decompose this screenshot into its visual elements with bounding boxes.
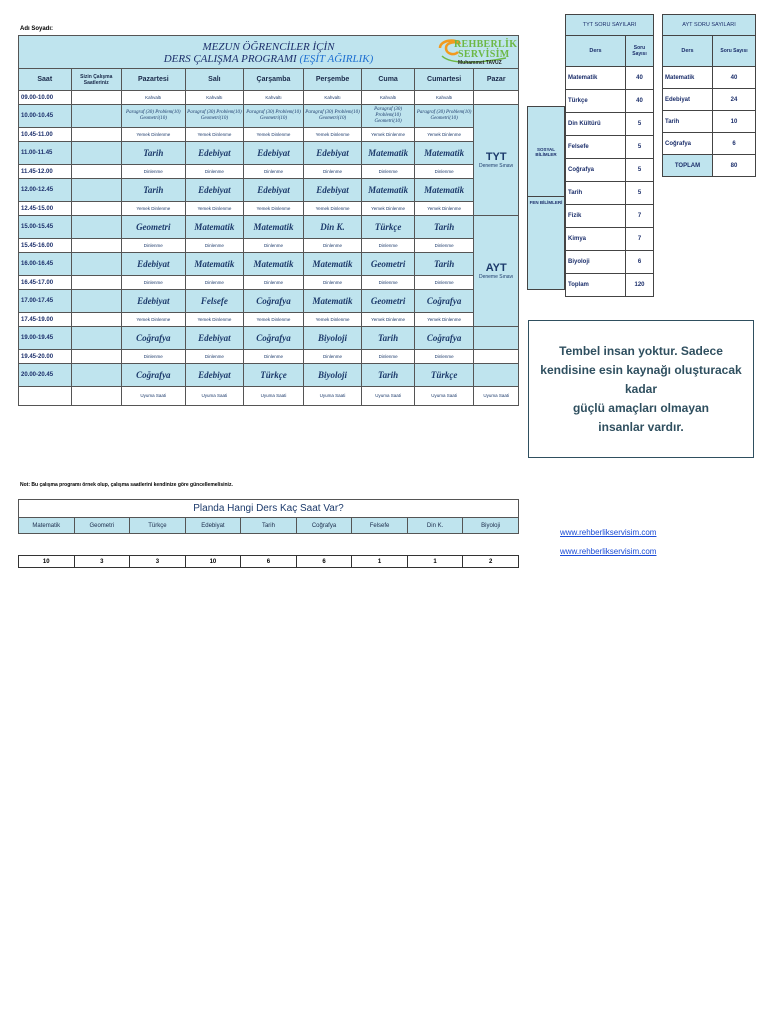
hours-subject: Geometri <box>74 518 130 534</box>
hours-subject: Matematik <box>19 518 75 534</box>
schedule-cell: Dinlenme <box>414 165 474 179</box>
schedule-cell: Edebiyat <box>303 179 362 202</box>
schedule-cell: Dinlenme <box>303 276 362 290</box>
tyt-soru: 7 <box>626 205 654 228</box>
tyt-soru: 40 <box>626 67 654 90</box>
title-accent: (EŞİT AĞIRLIK) <box>299 53 374 65</box>
ayt-ders: Matematik <box>663 67 713 89</box>
schedule-cell: Edebiyat <box>244 142 304 165</box>
schedule-cell: Yemek Dinlenme <box>303 313 362 327</box>
logo-text-1: REHBERLİK <box>454 39 518 50</box>
schedule-cell: Kahvaltı <box>362 91 415 105</box>
schedule-row <box>19 387 519 406</box>
ayt-exam-title: AYT <box>485 261 507 274</box>
ayt-ders: Tarih <box>663 111 713 133</box>
sunday-cell: Uyuma Saati <box>474 387 519 406</box>
schedule-row <box>19 202 519 216</box>
tyt-soru: 40 <box>626 90 654 113</box>
schedule-cell: Yemek Dinlenme <box>185 128 244 142</box>
tyt-ders: Kimya <box>566 228 626 251</box>
schedule-cell: Dinlenme <box>185 350 244 364</box>
ayt-ders: Edebiyat <box>663 89 713 111</box>
tyt-ders: Tarih <box>566 182 626 205</box>
schedule-row <box>19 350 519 364</box>
schedule-cell: Dinlenme <box>185 239 244 253</box>
own-hours-cell[interactable] <box>71 253 121 276</box>
schedule-cell: Yemek Dinlenme <box>303 128 362 142</box>
hours-value: 2 <box>463 556 519 568</box>
tyt-ders: Matematik <box>566 67 626 90</box>
hours-value: 3 <box>130 556 186 568</box>
schedule-cell: Yemek Dinlenme <box>122 128 186 142</box>
schedule-row <box>19 128 519 142</box>
schedule-cell: Matematik <box>362 142 415 165</box>
schedule-cell: Matematik <box>244 216 304 239</box>
header-cell: Saat <box>19 69 72 91</box>
time-cell: 17.00-17.45 <box>19 290 72 313</box>
hours-subject: Din K. <box>407 518 463 534</box>
ayt-total-label: TOPLAM <box>663 155 713 177</box>
schedule-cell: Paragraf (30) Problem(10) Geometri(10) <box>185 105 244 128</box>
schedule-row <box>19 364 519 387</box>
time-cell: 19.00-19.45 <box>19 327 72 350</box>
schedule-cell: Yemek Dinlenme <box>185 202 244 216</box>
ayt-col-soru: Soru Sayısı <box>713 36 756 67</box>
hours-value: 3 <box>74 556 130 568</box>
hours-value: 6 <box>241 556 297 568</box>
schedule-cell: Edebiyat <box>185 179 244 202</box>
ayt-row <box>663 133 756 155</box>
schedule-cell: Coğrafya <box>414 327 474 350</box>
schedule-row <box>19 165 519 179</box>
schedule-cell: Uyuma Saati <box>362 387 415 406</box>
schedule-cell: Tarih <box>414 216 474 239</box>
schedule-cell: Coğrafya <box>244 290 304 313</box>
own-hours-cell[interactable] <box>71 313 121 327</box>
own-hours-cell[interactable] <box>71 276 121 290</box>
group-fen: FEN BİLİMLERİ <box>528 197 565 290</box>
time-cell: 15.45-16.00 <box>19 239 72 253</box>
hours-title: Planda Hangi Ders Kaç Saat Var? <box>19 500 519 518</box>
schedule-cell: Paragraf (30) Problem(10) Geometri(10) <box>362 105 415 128</box>
schedule-cell: Uyuma Saati <box>185 387 244 406</box>
time-cell: 16.45-17.00 <box>19 276 72 290</box>
hours-value: 10 <box>19 556 75 568</box>
hours-subject: Felsefe <box>352 518 408 534</box>
schedule-cell: Dinlenme <box>122 350 186 364</box>
schedule-cell: Dinlenme <box>244 350 304 364</box>
schedule-cell: Tarih <box>122 179 186 202</box>
own-hours-cell[interactable] <box>71 290 121 313</box>
schedule-cell: Kahvaltı <box>122 91 186 105</box>
tyt-row <box>566 228 654 251</box>
tyt-exam-title: TYT <box>485 150 507 163</box>
schedule-cell: Dinlenme <box>303 239 362 253</box>
tyt-exam-sub: Deneme Sınavı <box>478 162 514 169</box>
schedule-cell: Yemek Dinlenme <box>362 313 415 327</box>
own-hours-cell[interactable] <box>71 165 121 179</box>
sunday-cell <box>474 364 519 387</box>
hours-subject: Edebiyat <box>185 518 241 534</box>
header-cell: Cumartesi <box>414 69 474 91</box>
header-cell: Pazar <box>474 69 519 91</box>
schedule-header-row <box>19 69 519 91</box>
tyt-row <box>566 136 654 159</box>
schedule-cell: Tarih <box>362 327 415 350</box>
own-hours-cell[interactable] <box>71 239 121 253</box>
header-cell: Sizin Çalışma Saatleriniz <box>71 69 121 91</box>
schedule-cell: Yemek Dinlenme <box>185 313 244 327</box>
schedule-cell: Dinlenme <box>362 165 415 179</box>
schedule-row <box>19 239 519 253</box>
time-cell: 20.00-20.45 <box>19 364 72 387</box>
header-cell: Perşembe <box>303 69 362 91</box>
tyt-row <box>566 205 654 228</box>
sunday-ayt-cell <box>474 216 519 327</box>
tyt-row <box>566 67 654 90</box>
ayt-title: AYT SORU SAYILARI <box>663 15 756 36</box>
schedule-cell: Geometri <box>362 290 415 313</box>
tyt-col-soru: Soru Sayısı <box>626 36 654 67</box>
schedule-cell: Yemek Dinlenme <box>414 128 474 142</box>
schedule-title <box>19 36 519 69</box>
brand-logo <box>436 38 518 66</box>
sunday-cell <box>474 350 519 364</box>
tyt-ders: Türkçe <box>566 90 626 113</box>
sunday-cell <box>474 91 519 105</box>
schedule-cell: Dinlenme <box>414 276 474 290</box>
schedule-cell: Coğrafya <box>122 327 186 350</box>
hours-subject: Tarih <box>241 518 297 534</box>
header-cell: Pazartesi <box>122 69 186 91</box>
time-cell: 15.00-15.45 <box>19 216 72 239</box>
title-line1: MEZUN ÖĞRENCİLER İÇİN <box>202 41 335 53</box>
schedule-cell: Uyuma Saati <box>303 387 362 406</box>
tyt-title: TYT SORU SAYILARI <box>566 15 654 36</box>
schedule-cell: Dinlenme <box>414 350 474 364</box>
ayt-soru: 6 <box>713 133 756 155</box>
schedule-cell: Edebiyat <box>122 253 186 276</box>
schedule-cell: Kahvaltı <box>414 91 474 105</box>
tyt-col-ders: Ders <box>566 36 626 67</box>
schedule-cell: Matematik <box>414 179 474 202</box>
name-label: Adı Soyadı: <box>20 26 54 32</box>
hours-value: 1 <box>352 556 408 568</box>
hours-value-row <box>19 556 519 568</box>
note-text: Not: Bu çalışma programı örnek olup, çalışma saatlerini kendinize göre güncellemelisiniz. <box>20 482 233 488</box>
time-cell: 19.45-20.00 <box>19 350 72 364</box>
quote-box <box>528 320 754 458</box>
header-cell: Salı <box>185 69 244 91</box>
schedule-row <box>19 142 519 165</box>
time-cell <box>19 387 72 406</box>
tyt-ders: Toplam <box>566 274 626 297</box>
tyt-soru: 5 <box>626 136 654 159</box>
schedule-cell: Biyoloji <box>303 364 362 387</box>
schedule-cell: Matematik <box>362 179 415 202</box>
website-link[interactable]: www.rehberlikservisim.com <box>560 528 657 537</box>
schedule-cell: Geometri <box>362 253 415 276</box>
schedule-cell: Yemek Dinlenme <box>122 313 186 327</box>
schedule-cell: Dinlenme <box>362 239 415 253</box>
schedule-cell: Edebiyat <box>185 364 244 387</box>
ayt-soru: 10 <box>713 111 756 133</box>
schedule-cell: Dinlenme <box>122 165 186 179</box>
group-sosyal: SOSYAL BİLİMLER <box>528 107 565 197</box>
hours-subject: Türkçe <box>130 518 186 534</box>
hours-value: 6 <box>296 556 352 568</box>
tyt-row <box>566 182 654 205</box>
schedule-cell: Uyuma Saati <box>244 387 304 406</box>
schedule-row <box>19 216 519 239</box>
tyt-row <box>566 159 654 182</box>
schedule-cell: Dinlenme <box>185 276 244 290</box>
hours-value: 10 <box>185 556 241 568</box>
schedule-cell: Matematik <box>414 142 474 165</box>
tyt-ders: Din Kültürü <box>566 113 626 136</box>
ayt-exam-sub: Deneme Sınavı <box>478 273 514 280</box>
sunday-tyt-cell <box>474 105 519 216</box>
hours-subject: Biyoloji <box>463 518 519 534</box>
schedule-cell: Yemek Dinlenme <box>362 128 415 142</box>
schedule-cell: Dinlenme <box>303 350 362 364</box>
title-main: DERS ÇALIŞMA PROGRAMI <box>163 53 297 65</box>
ayt-soru: 24 <box>713 89 756 111</box>
schedule-cell: Edebiyat <box>244 179 304 202</box>
schedule-cell: Matematik <box>244 253 304 276</box>
logo-text-2: SERVİSİM <box>458 49 510 60</box>
schedule-cell: Kahvaltı <box>244 91 304 105</box>
own-hours-cell[interactable] <box>71 350 121 364</box>
schedule-cell: Yemek Dinlenme <box>122 202 186 216</box>
own-hours-cell[interactable] <box>71 387 121 406</box>
schedule-cell: Uyuma Saati <box>122 387 186 406</box>
schedule-cell: Edebiyat <box>185 142 244 165</box>
tyt-row <box>566 90 654 113</box>
schedule-cell: Coğrafya <box>122 364 186 387</box>
tyt-row <box>566 251 654 274</box>
own-hours-cell[interactable] <box>71 179 121 202</box>
tyt-soru: 7 <box>626 228 654 251</box>
schedule-cell: Dinlenme <box>244 276 304 290</box>
schedule-cell: Paragraf (30) Problem(10) Geometri(10) <box>414 105 474 128</box>
schedule-cell: Paragraf (30) Problem(10) Geometri(10) <box>303 105 362 128</box>
schedule-cell: Yemek Dinlenme <box>303 202 362 216</box>
schedule-cell: Din K. <box>303 216 362 239</box>
tyt-ders: Coğrafya <box>566 159 626 182</box>
schedule-cell: Matematik <box>185 253 244 276</box>
time-cell: 17.45-19.00 <box>19 313 72 327</box>
time-cell: 12.00-12.45 <box>19 179 72 202</box>
schedule-cell: Yemek Dinlenme <box>244 202 304 216</box>
tyt-ders: Fizik <box>566 205 626 228</box>
hours-values-table <box>18 555 519 568</box>
schedule-row <box>19 253 519 276</box>
time-cell: 11.45-12.00 <box>19 165 72 179</box>
tyt-soru: 5 <box>626 182 654 205</box>
schedule-cell: Uyuma Saati <box>414 387 474 406</box>
header-cell: Çarşamba <box>244 69 304 91</box>
schedule-cell: Dinlenme <box>362 350 415 364</box>
ayt-soru: 40 <box>713 67 756 89</box>
tyt-ders: Biyoloji <box>566 251 626 274</box>
schedule-cell: Edebiyat <box>122 290 186 313</box>
schedule-cell: Edebiyat <box>303 142 362 165</box>
sunday-cell <box>474 327 519 350</box>
schedule-cell: Türkçe <box>244 364 304 387</box>
ayt-total-value: 80 <box>713 155 756 177</box>
schedule-cell: Paragraf (30) Problem(10) Geometri(10) <box>244 105 304 128</box>
tyt-group-table <box>527 106 565 290</box>
hours-subject-row <box>19 518 519 534</box>
own-hours-cell[interactable] <box>71 202 121 216</box>
ayt-col-ders: Ders <box>663 36 713 67</box>
time-cell: 10.00-10.45 <box>19 105 72 128</box>
schedule-row <box>19 91 519 105</box>
header-cell: Cuma <box>362 69 415 91</box>
tyt-table <box>565 14 654 297</box>
website-link-2[interactable]: www.rehberlikservisim.com <box>560 547 657 556</box>
schedule-cell: Matematik <box>303 253 362 276</box>
schedule-cell: Dinlenme <box>122 239 186 253</box>
schedule-cell: Yemek Dinlenme <box>414 313 474 327</box>
schedule-cell: Yemek Dinlenme <box>414 202 474 216</box>
ayt-row <box>663 111 756 133</box>
schedule-cell: Türkçe <box>362 216 415 239</box>
schedule-cell: Dinlenme <box>303 165 362 179</box>
hours-table <box>18 499 519 534</box>
schedule-cell: Edebiyat <box>185 327 244 350</box>
schedule-row <box>19 276 519 290</box>
quote-text: Tembel insan yoktur. Sadece kendisine esin kaynağı oluşturacak kadar güçlü amaçları olmayan insanlar vardır. <box>540 343 742 434</box>
schedule-row <box>19 290 519 313</box>
schedule-cell: Yemek Dinlenme <box>244 313 304 327</box>
ayt-row <box>663 89 756 111</box>
tyt-soru: 5 <box>626 113 654 136</box>
schedule-cell: Türkçe <box>414 364 474 387</box>
time-cell: 09.00-10.00 <box>19 91 72 105</box>
own-hours-cell[interactable] <box>71 142 121 165</box>
time-cell: 10.45-11.00 <box>19 128 72 142</box>
schedule-cell: Yemek Dinlenme <box>244 128 304 142</box>
schedule-cell: Kahvaltı <box>303 91 362 105</box>
schedule-cell: Matematik <box>303 290 362 313</box>
schedule-row <box>19 327 519 350</box>
schedule-row <box>19 313 519 327</box>
own-hours-cell[interactable] <box>71 105 121 128</box>
own-hours-cell[interactable] <box>71 91 121 105</box>
schedule-cell: Tarih <box>362 364 415 387</box>
schedule-cell: Kahvaltı <box>185 91 244 105</box>
own-hours-cell[interactable] <box>71 364 121 387</box>
schedule-row <box>19 179 519 202</box>
schedule-cell: Geometri <box>122 216 186 239</box>
hours-value: 1 <box>407 556 463 568</box>
schedule-cell: Tarih <box>414 253 474 276</box>
schedule-cell: Tarih <box>122 142 186 165</box>
own-hours-cell[interactable] <box>71 216 121 239</box>
schedule-cell: Dinlenme <box>414 239 474 253</box>
schedule-cell: Dinlenme <box>122 276 186 290</box>
schedule-cell: Dinlenme <box>185 165 244 179</box>
tyt-soru: 5 <box>626 159 654 182</box>
schedule-table <box>18 35 519 406</box>
tyt-soru: 6 <box>626 251 654 274</box>
schedule-cell: Biyoloji <box>303 327 362 350</box>
schedule-row <box>19 105 519 128</box>
ayt-row <box>663 67 756 89</box>
schedule-cell: Yemek Dinlenme <box>362 202 415 216</box>
logo-signature: Muhammet TAVUZ <box>458 60 502 66</box>
hours-subject: Coğrafya <box>296 518 352 534</box>
schedule-cell: Coğrafya <box>414 290 474 313</box>
schedule-cell: Coğrafya <box>244 327 304 350</box>
own-hours-cell[interactable] <box>71 128 121 142</box>
schedule-cell: Dinlenme <box>244 165 304 179</box>
tyt-soru: 120 <box>626 274 654 297</box>
schedule-cell: Dinlenme <box>244 239 304 253</box>
tyt-row <box>566 274 654 297</box>
time-cell: 12.45-15.00 <box>19 202 72 216</box>
time-cell: 16.00-16.45 <box>19 253 72 276</box>
ayt-ders: Coğrafya <box>663 133 713 155</box>
tyt-row <box>566 113 654 136</box>
schedule-cell: Dinlenme <box>362 276 415 290</box>
own-hours-cell[interactable] <box>71 327 121 350</box>
schedule-cell: Felsefe <box>185 290 244 313</box>
ayt-table <box>662 14 756 177</box>
schedule-cell: Paragraf (30) Problem(10) Geometri(10) <box>122 105 186 128</box>
tyt-ders: Felsefe <box>566 136 626 159</box>
time-cell: 11.00-11.45 <box>19 142 72 165</box>
schedule-cell: Matematik <box>185 216 244 239</box>
